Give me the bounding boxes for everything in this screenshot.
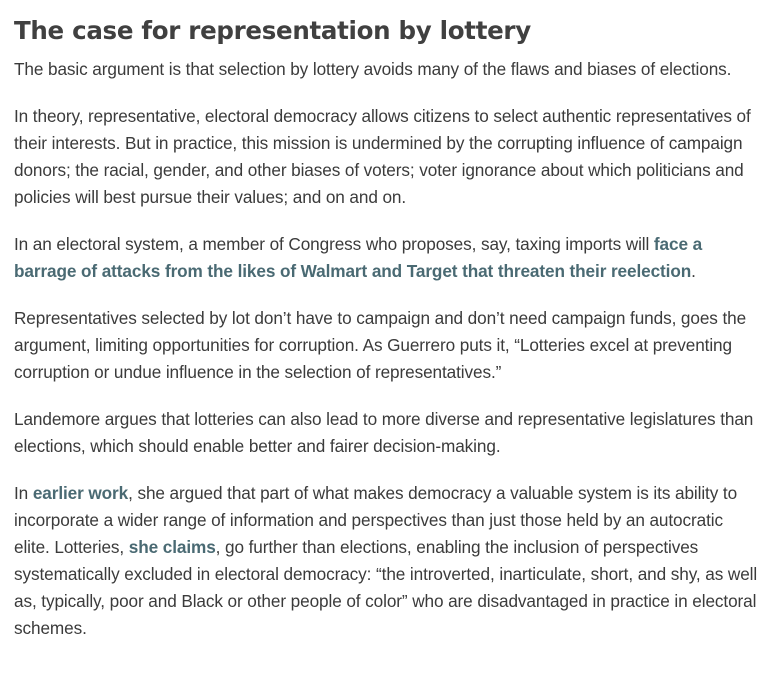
paragraph-text: Representatives selected by lot don’t have to campaign and don’t need campaign funds, goes the argument, limiting opportunities for corruption. As Guerrero puts it, “Lotteries excel at preventing corruption or undue influence in the selection of representatives.”	[14, 308, 747, 382]
link-earlier-work[interactable]: earlier work	[32, 483, 129, 503]
section-heading: The case for representation by lottery	[14, 16, 531, 45]
paragraph-text: .	[691, 261, 696, 281]
paragraph-text: Landemore argues that lotteries can also lead to more diverse and representative legislatures than elections, which should enable better and fairer decision-making.	[14, 409, 754, 456]
paragraph-theory	[14, 103, 759, 211]
paragraph-text: , she argued that part of what makes democracy a valuable system is its ability to incorporate a wider range of information and perspectives than just those held by an autocratic elite. Lotteries,	[14, 483, 738, 557]
paragraph-text: In theory, representative, electoral democracy allows citizens to select authentic representatives of their interests. But in practice, this mission is undermined by the corrupting influence of campaign donors; the racial, gender, and other biases of voters; voter ignorance about which politicians and policies will best pursue their values; and on and on.	[14, 106, 751, 207]
paragraph-text: In	[14, 483, 33, 503]
paragraph-selected-by-lot	[14, 305, 759, 386]
paragraph-basic-argument	[14, 56, 759, 83]
paragraph-text: , go further than elections, enabling the inclusion of perspectives systematically excluded in electoral democracy: “the introverted, inarticulate, short, and shy, as well as, typically, poor and Black or other people of color” who are disadvantaged in practice in electoral schemes.	[14, 537, 758, 638]
link-she-claims[interactable]: she claims	[128, 537, 216, 557]
paragraph-text: In an electoral system, a member of Congress who proposes, say, taxing imports will	[14, 234, 654, 254]
link-barrage-of-attacks[interactable]: face a barrage of attacks from the likes of Walmart and Target that threaten their reelection	[14, 234, 703, 281]
article	[14, 10, 759, 662]
paragraph-text: The basic argument is that selection by lottery avoids many of the flaws and biases of elections.	[14, 59, 732, 79]
paragraph-landemore	[14, 406, 759, 460]
paragraph-electoral-system	[14, 231, 759, 285]
paragraph-earlier-work	[14, 480, 759, 642]
